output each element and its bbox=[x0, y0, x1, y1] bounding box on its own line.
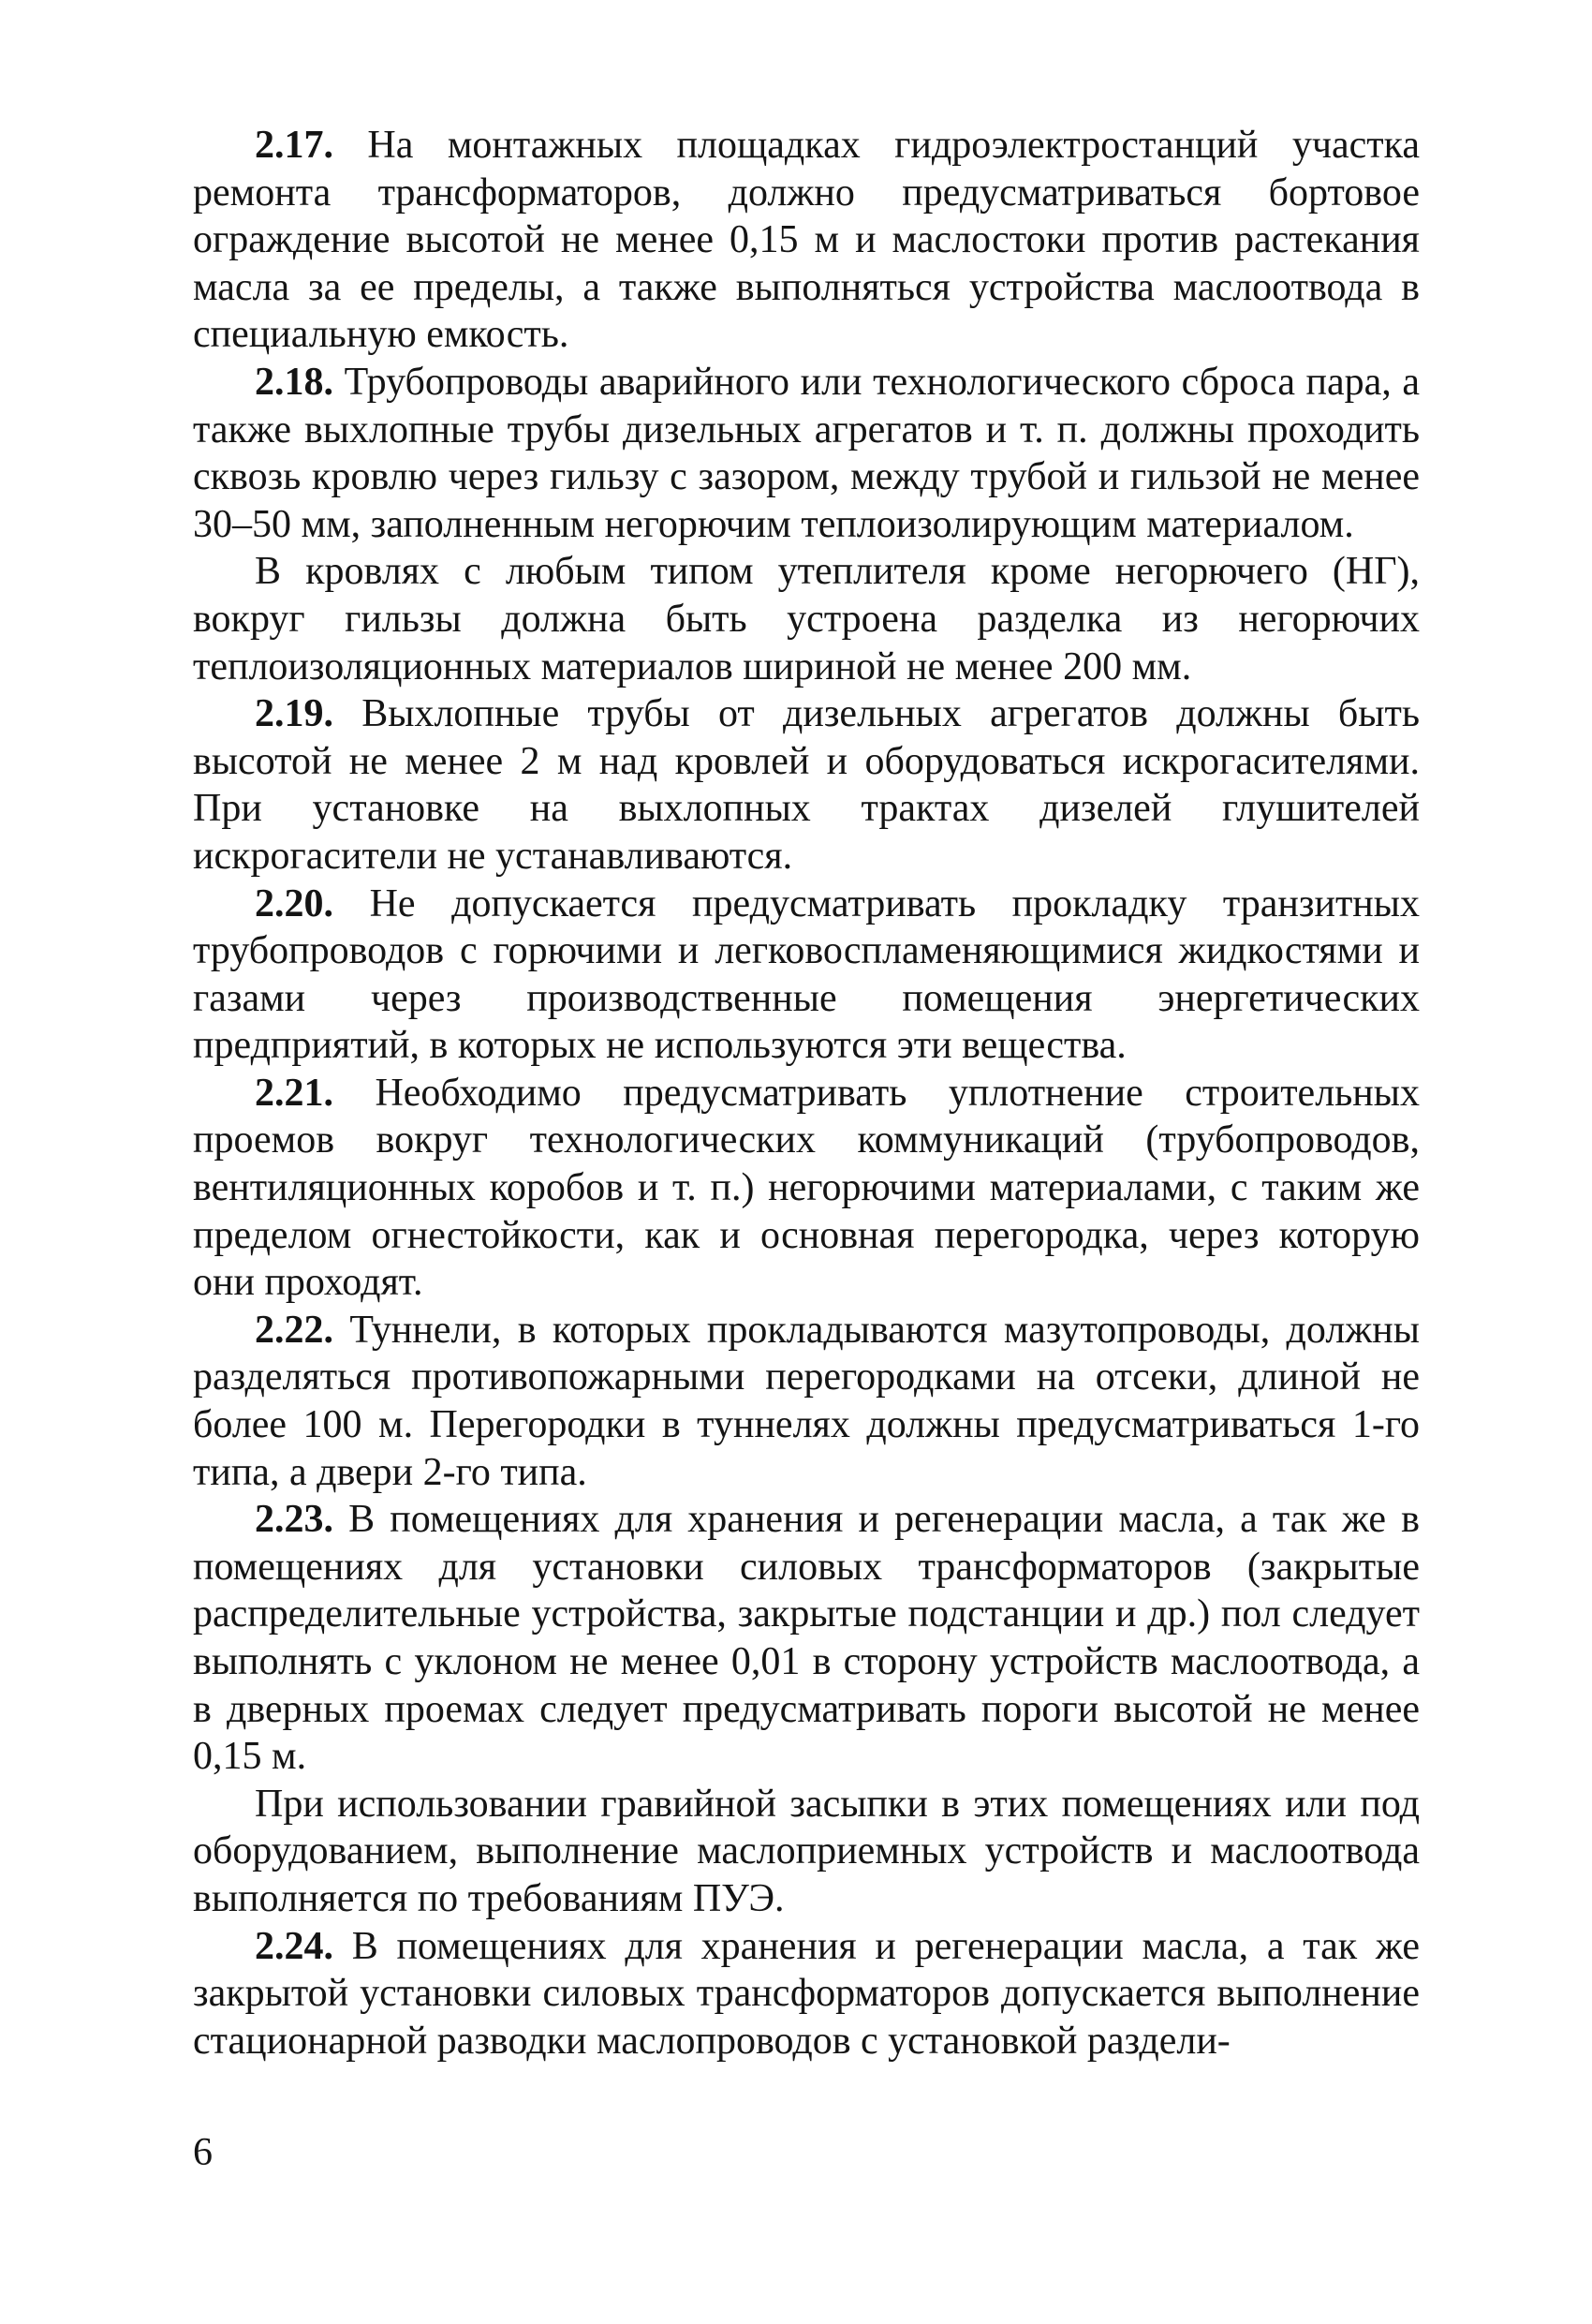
paragraph-2-22 bbox=[193, 1307, 1420, 1496]
paragraph-2-24 bbox=[193, 1923, 1420, 2065]
paragraph-text: Трубопроводы аварийного или технологического сброса пара, а также выхлопные трубы дизельных агрегатов и т. п. должны проходить сквозь кровлю через гильзу с зазором, между трубой и гильзой не менее 30–50 мм, заполненным негорючим теплоизолирующим материалом. bbox=[193, 360, 1421, 546]
paragraph-2-23 bbox=[193, 1496, 1420, 1781]
paragraph-text: В помещениях для хранения и регенерации масла, а так же закрытой установки силовых трансформаторов допускается выполнение стационарной разводки маслопроводов с установкой раздели- bbox=[193, 1924, 1420, 2063]
paragraph-2-17 bbox=[193, 122, 1420, 359]
paragraph-text: Необходимо предусматривать уплотнение строительных проемов вокруг технологических коммуникаций (трубопроводов, вентиляционных коробов и т. п.) негорючими материалами, с таким же пределом огнестойкости, как и основная перегородка, через которую они проходят. bbox=[193, 1071, 1421, 1305]
paragraph-text: В помещениях для хранения и регенерации масла, а так же в помещениях для установки силовых трансформаторов (закрытые распределительные устройства, закрытые подстанции и др.) пол следует выполнять с уклоном не менее 0,01 в сторону устройств маслоотвода, а в дверных проемах следует предусматривать пороги высотой не менее 0,15 м. bbox=[193, 1498, 1420, 1779]
body-text bbox=[193, 122, 1420, 2065]
paragraph-text: На монтажных площадках гидроэлектростанций участка ремонта трансформаторов, должно предусматриваться бортовое ограждение высотой не менее 0,15 м и маслостоки против растекания масла за ее пределы, а также выполняться устройства маслоотвода в специальную емкость. bbox=[193, 124, 1420, 357]
page-number: 6 bbox=[193, 2131, 213, 2174]
paragraph-number: 2.21. bbox=[255, 1071, 333, 1115]
paragraph-number: 2.22. bbox=[255, 1308, 333, 1352]
paragraph-number: 2.24. bbox=[255, 1924, 333, 1968]
paragraph-2-21 bbox=[193, 1070, 1420, 1307]
paragraph-2-18-continued bbox=[193, 548, 1420, 690]
paragraph-2-23-continued bbox=[193, 1781, 1420, 1923]
paragraph-number: 2.18. bbox=[255, 360, 333, 404]
paragraph-text: Не допускается предусматривать прокладку транзитных трубопроводов с горючими и легковоспламеняющимися жидкостями и газами через производственные помещения энергетических предприятий, в которых не используются эти вещества. bbox=[193, 881, 1420, 1068]
paragraph-number: 2.20. bbox=[255, 881, 333, 925]
paragraph-2-20 bbox=[193, 881, 1420, 1070]
paragraph-text: Выхлопные трубы от дизельных агрегатов должны быть высотой не менее 2 м над кровлей и оборудоваться искрогасителями. При установке на выхлопных трактах дизелей глушителей искрогасители не устанавливаются. bbox=[193, 692, 1420, 878]
paragraph-text: При использовании гравийной засыпки в этих помещениях или под оборудованием, выполнение маслоприемных устройств и маслоотвода выполняется по требованиям ПУЭ. bbox=[193, 1782, 1420, 1920]
paragraph-2-19 bbox=[193, 690, 1420, 880]
paragraph-number: 2.23. bbox=[255, 1498, 333, 1542]
paragraph-text: Туннели, в которых прокладываются мазутопроводы, должны разделяться противопожарными перегородками на отсеки, длиной не более 100 м. Перегородки в туннелях должны предусматриваться 1-го типа, а двери 2-го типа. bbox=[193, 1308, 1420, 1494]
paragraph-number: 2.19. bbox=[255, 692, 333, 736]
paragraph-2-18 bbox=[193, 359, 1420, 548]
paragraph-text: В кровлях с любым типом утеплителя кроме негорючего (НГ), вокруг гильзы должна быть устроена разделка из негорючих теплоизоляционных материалов шириной не менее 200 мм. bbox=[193, 550, 1420, 688]
paragraph-number: 2.17. bbox=[255, 124, 333, 167]
